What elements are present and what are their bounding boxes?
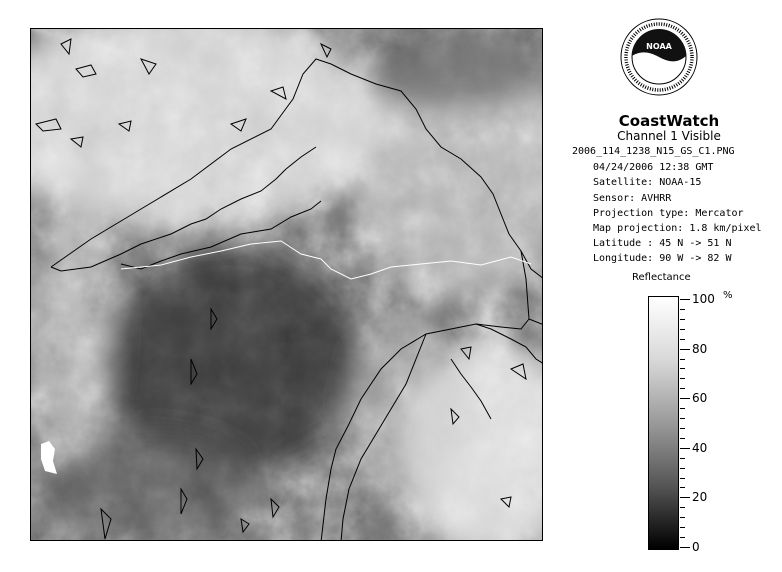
noaa-seal-icon bbox=[620, 18, 698, 96]
filename-label: 2006_114_1238_N15_GS_C1.PNG bbox=[572, 146, 735, 157]
colorbar-minor-tick bbox=[680, 517, 685, 518]
colorbar-minor-tick bbox=[680, 408, 685, 409]
colorbar-tick-label: 0 bbox=[692, 540, 700, 554]
colorbar-minor-tick bbox=[680, 329, 685, 330]
colorbar-title: Reflectance bbox=[632, 272, 691, 283]
colorbar-tick bbox=[680, 398, 690, 399]
colorbar-tick-label: 100 bbox=[692, 292, 715, 306]
colorbar-minor-tick bbox=[680, 418, 685, 419]
colorbar-tick-label: 60 bbox=[692, 391, 708, 406]
colorbar-tick bbox=[680, 349, 690, 350]
latitude-label: Latitude : 45 N -> 51 N bbox=[593, 238, 732, 249]
colorbar-tick-label: 40 bbox=[692, 440, 708, 455]
projection-type-label: Projection type: Mercator bbox=[593, 208, 744, 219]
colorbar-minor-tick bbox=[680, 319, 685, 320]
colorbar-minor-tick bbox=[680, 388, 685, 389]
colorbar-minor-tick bbox=[680, 537, 685, 538]
colorbar-unit: % bbox=[723, 290, 733, 301]
datetime-label: 04/24/2006 12:38 GMT bbox=[593, 162, 714, 173]
satellite-imagery-svg bbox=[31, 29, 543, 541]
colorbar-minor-tick bbox=[680, 368, 685, 369]
colorbar-minor-tick bbox=[680, 309, 685, 310]
colorbar-minor-tick bbox=[680, 478, 685, 479]
colorbar bbox=[648, 296, 679, 550]
colorbar-tick bbox=[680, 497, 690, 498]
brand-title: CoastWatch bbox=[618, 112, 720, 130]
colorbar-tick-label: 80 bbox=[692, 341, 708, 356]
colorbar-minor-tick bbox=[680, 359, 685, 360]
colorbar-tick bbox=[680, 448, 690, 449]
colorbar-minor-tick bbox=[680, 378, 685, 379]
colorbar-minor-tick bbox=[680, 527, 685, 528]
noaa-logo bbox=[620, 18, 698, 96]
colorbar-tick bbox=[680, 299, 690, 300]
colorbar-minor-tick bbox=[680, 458, 685, 459]
colorbar-tick bbox=[680, 547, 690, 548]
colorbar-minor-tick bbox=[680, 468, 685, 469]
satellite-image bbox=[30, 28, 543, 541]
colorbar-minor-tick bbox=[680, 487, 685, 488]
map-projection-label: Map projection: 1.8 km/pixel bbox=[593, 223, 762, 234]
colorbar-minor-tick bbox=[680, 438, 685, 439]
sensor-label: Sensor: AVHRR bbox=[593, 193, 672, 204]
svg-text:NOAA: NOAA bbox=[646, 42, 672, 51]
colorbar-minor-tick bbox=[680, 339, 685, 340]
channel-label: Channel 1 Visible bbox=[617, 129, 721, 143]
satellite-label: Satellite: NOAA-15 bbox=[593, 177, 702, 188]
colorbar-minor-tick bbox=[680, 428, 685, 429]
longitude-label: Longitude: 90 W -> 82 W bbox=[593, 253, 732, 264]
colorbar-minor-tick bbox=[680, 507, 685, 508]
colorbar-tick-label: 20 bbox=[692, 490, 708, 505]
